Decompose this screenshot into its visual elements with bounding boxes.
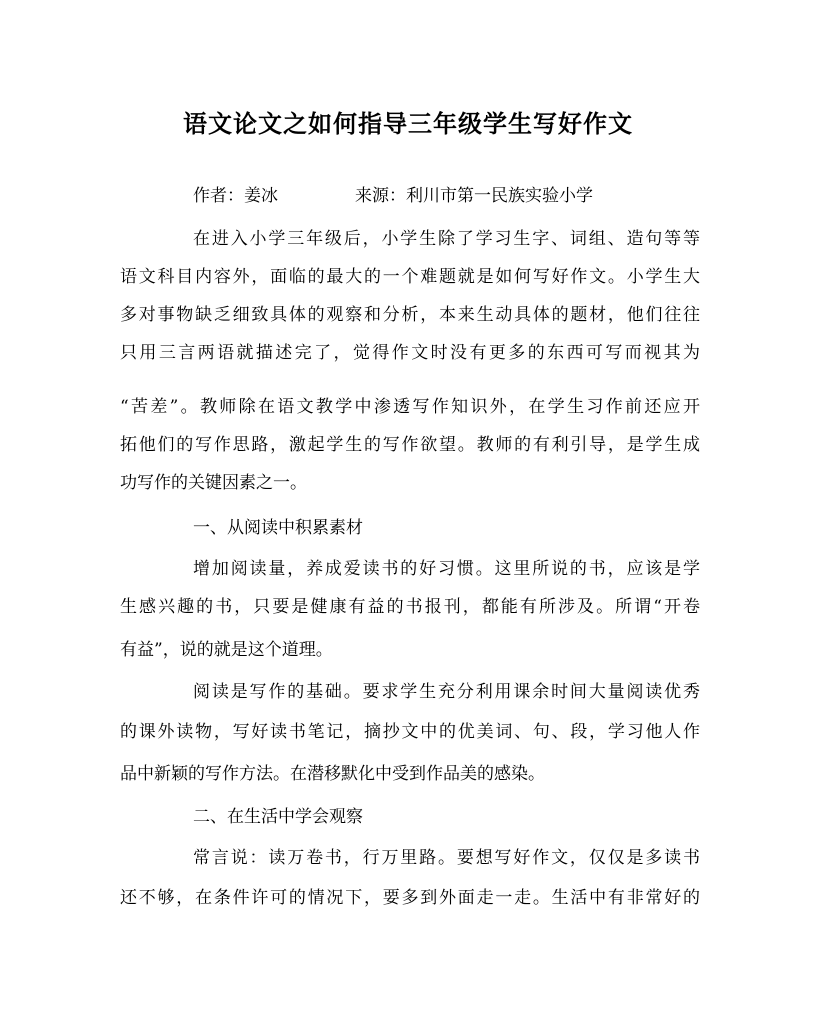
paragraph-line: 阅读是写作的基础。要求学生充分利用课余时间大量阅读优秀 [193,682,700,702]
paragraph-line: 在进入小学三年级后，小学生除了学习生字、词组、造句等等 [193,229,700,249]
paragraph-line: “苦差”。教师除在语文教学中渗透写作知识外，在学生习作前还应开 [120,397,700,417]
paragraph-line: 功写作的关键因素之一。 [120,473,307,493]
paragraph-line: 常言说：读万卷书，行万里路。要想写好作文，仅仅是多读书 [193,848,700,868]
paragraph-line: 只用三言两语就描述完了，觉得作文时没有更多的东西可写而视其为 [120,343,700,363]
source-line: 来源：利川市第一民族实验小学 [355,186,593,206]
paragraph-line: 有益”，说的就是这个道理。 [120,640,333,660]
document-title: 语文论文之如何指导三年级学生写好作文 [183,109,633,138]
paragraph-line: 品中新颖的写作方法。在潜移默化中受到作品美的感染。 [120,764,545,784]
paragraph-line: 语文科目内容外，面临的最大的一个难题就是如何写好作文。小学生大 [120,267,700,287]
author-line: 作者：姜冰 [193,186,278,206]
paragraph-line: 的课外读物，写好读书笔记，摘抄文中的优美词、句、段，学习他人作 [120,722,700,742]
section-heading-1: 一、从阅读中积累素材 [193,518,363,538]
paragraph-line: 增加阅读量，养成爱读书的好习惯。这里所说的书，应该是学 [193,559,700,579]
paragraph-line: 多对事物缺乏细致具体的观察和分析，本来生动具体的题材，他们往往 [120,305,700,325]
paragraph-line: 生感兴趣的书，只要是健康有益的书报刊，都能有所涉及。所谓“开卷 [120,597,700,617]
section-heading-2: 二、在生活中学会观察 [193,807,363,827]
paragraph-line: 还不够，在条件许可的情况下，要多到外面走一走。生活中有非常好的 [120,888,700,908]
paragraph-line: 拓他们的写作思路，激起学生的写作欲望。教师的有利引导，是学生成 [120,435,700,455]
